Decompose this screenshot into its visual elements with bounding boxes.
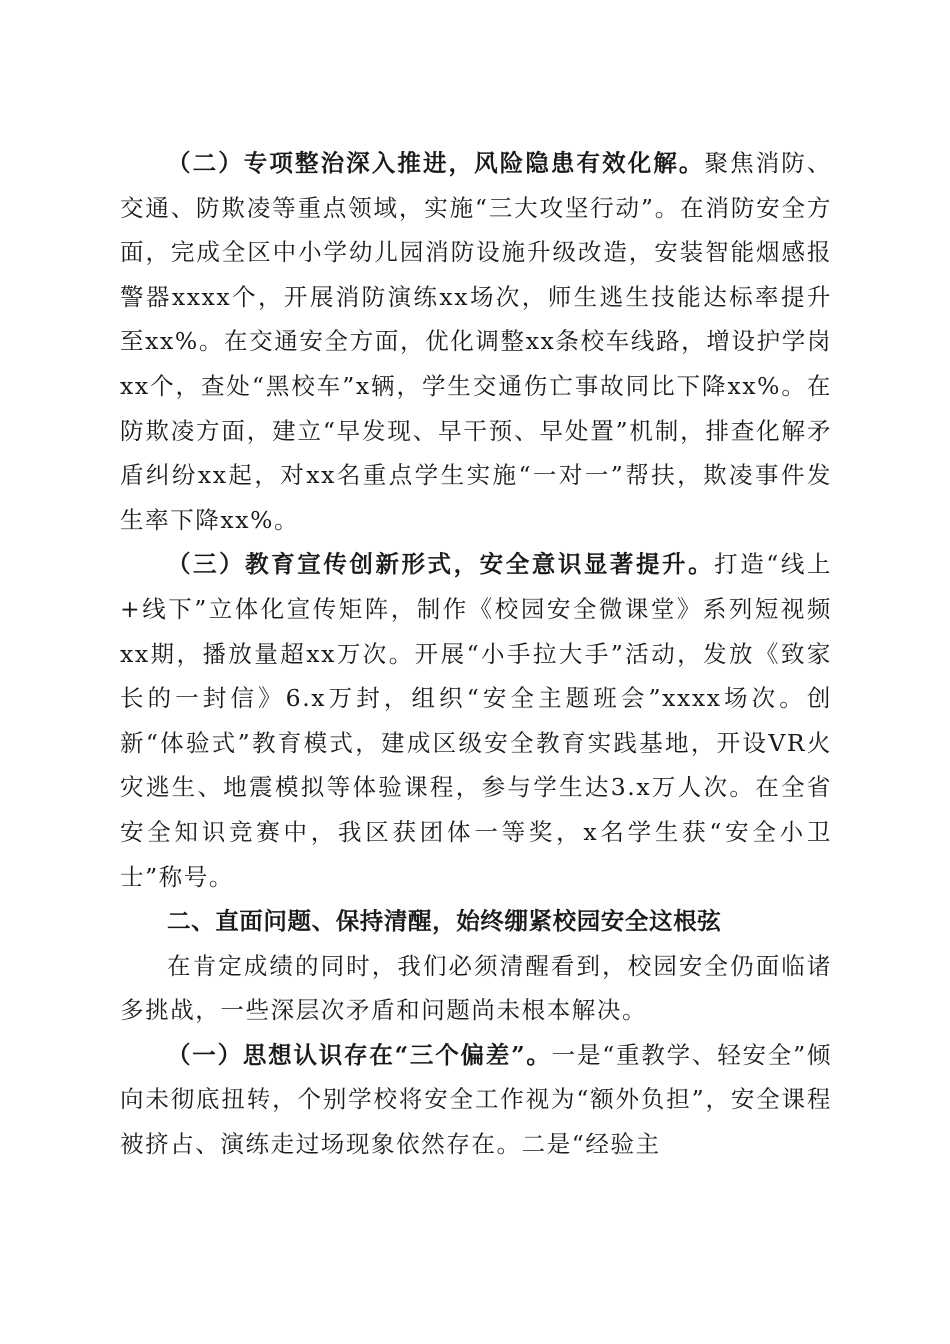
paragraph-education-publicity — [120, 542, 832, 899]
paragraph-lead: （二）专项整治深入推进，风险隐患有效化解。 — [167, 149, 705, 177]
paragraph-ideological-deviation — [120, 1033, 832, 1167]
paragraph-body: 一是“重教学、轻安全”倾向未彻底扭转，个别学校将安全工作视为“额外负担”，安全课程被挤占、演练走过场现象依然存在。二是“经验主 — [120, 1040, 832, 1159]
paragraph-lead: （三）教育宣传创新形式，安全意识显著提升。 — [167, 550, 715, 579]
paragraph-lead: （一）思想认识存在“三个偏差”。 — [167, 1040, 552, 1069]
paragraph-special-rectification — [120, 141, 832, 542]
paragraph-intro: 在肯定成绩的同时，我们必须清醒看到，校园安全仍面临诸多挑战，一些深层次矛盾和问题尚未根本解决。 — [120, 951, 832, 1025]
paragraph-body: 打造“线上+线下”立体化宣传矩阵，制作《校园安全微课堂》系列短视频xx期，播放量超xx万次。开展“小手拉大手”活动，发放《致家长的一封信》6.x万封，组织“安全主题班会”xxxx场次。创新“体验式”教育模式，建成区级安全教育实践基地，开设VR火灾逃生、地震模拟等体验课程，参与学生达3.x万人次。在全省安全知识竞赛中，我区获团体一等奖，x名学生获“安全小卫士”称号。 — [120, 550, 832, 891]
section-heading: 二、直面问题、保持清醒，始终绷紧校园安全这根弦 — [167, 907, 722, 936]
paragraph-body: 聚焦消防、交通、防欺凌等重点领域，实施“三大攻坚行动”。在消防安全方面，完成全区中小学幼儿园消防设施升级改造，安装智能烟感报警器xxxx个，开展消防演练xx场次，师生逃生技能达标率提升至xx%。在交通安全方面，优化调整xx条校车线路，增设护学岗xx个，查处“黑校车”x辆，学生交通伤亡事故同比下降xx%。在防欺凌方面，建立“早发现、早干预、早处置”机制，排查化解矛盾纠纷xx起，对xx名重点学生实施“一对一”帮扶，欺凌事件发生率下降xx%。 — [120, 149, 832, 534]
